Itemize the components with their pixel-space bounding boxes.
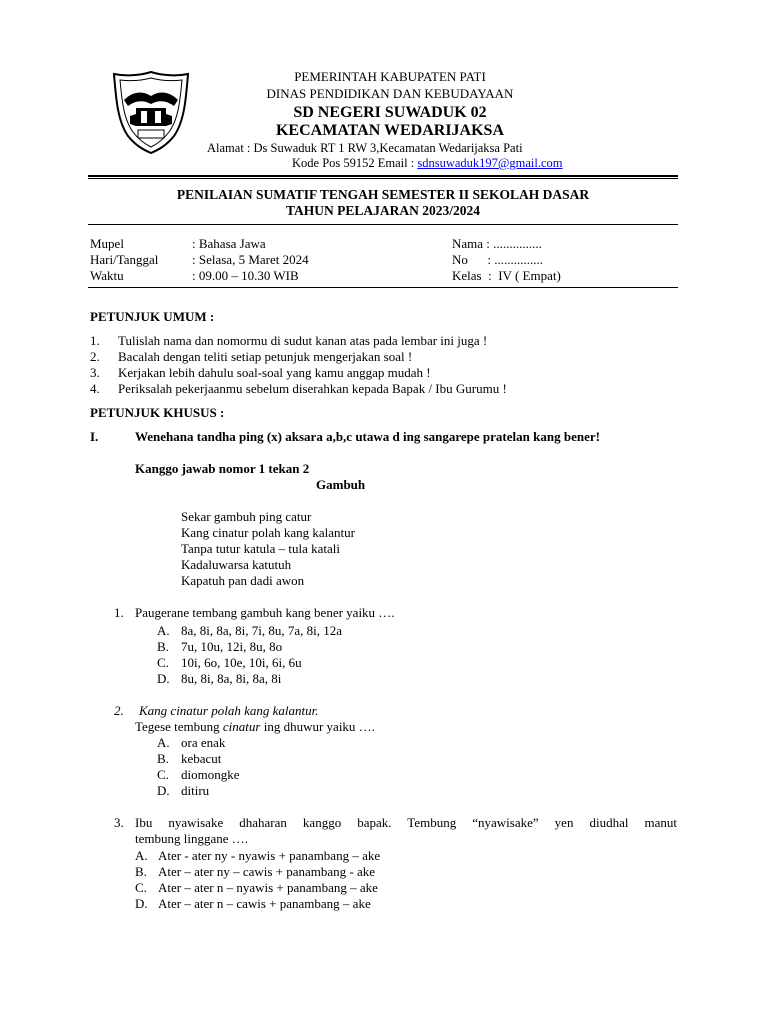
- q1-option-d-letter[interactable]: D.: [157, 671, 170, 686]
- q3-option-c-letter[interactable]: C.: [135, 880, 147, 895]
- regency-logo: [112, 70, 190, 154]
- q1-text: Paugerane tembang gambuh kang bener yaiku ….: [135, 605, 395, 620]
- general-item-2: Bacalah dengan teliti setiap petunjuk mengerjakan soal !: [118, 349, 413, 364]
- q3-option-c-text[interactable]: Ater – ater n – nyawis + panambang – ake: [158, 880, 378, 895]
- poem-line-4: Kadaluwarsa katutuh: [181, 557, 292, 572]
- q2-option-a-letter[interactable]: A.: [157, 735, 170, 750]
- hari-value: : Selasa, 5 Maret 2024: [192, 252, 309, 267]
- general-num-2: 2.: [90, 349, 100, 364]
- q2-option-a-text[interactable]: ora enak: [181, 735, 226, 750]
- q3-text-line-1: Ibu nyawisake dhaharan kanggo bapak. Tembung “nyawisake” yen diudhal manut: [135, 815, 677, 830]
- postal-code: Kode Pos 59152 Email :: [292, 156, 418, 170]
- q3-option-d-letter[interactable]: D.: [135, 896, 148, 911]
- q2-number: 2.: [114, 703, 124, 718]
- general-num-4: 4.: [90, 381, 100, 396]
- q3-option-a-letter[interactable]: A.: [135, 848, 148, 863]
- q1-option-a-text[interactable]: 8a, 8i, 8a, 8i, 7i, 8u, 7a, 8i, 12a: [181, 623, 343, 638]
- email-link[interactable]: sdnsuwaduk197@gmail.com: [417, 156, 563, 170]
- exam-title: PENILAIAN SUMATIF TENGAH SEMESTER II SEKOLAH DASAR: [176, 187, 590, 202]
- nama-field: Nama : ...............: [452, 236, 542, 251]
- school-name: SD NEGERI SUWADUK 02: [293, 104, 487, 121]
- special-heading: PETUNJUK KHUSUS :: [90, 405, 225, 420]
- q1-option-c-letter[interactable]: C.: [157, 655, 169, 670]
- q2-text-a: Tegese tembung: [135, 719, 223, 734]
- mupel-value: : Bahasa Jawa: [192, 236, 266, 251]
- q2-option-c-letter[interactable]: C.: [157, 767, 169, 782]
- q2-text-word: cinatur: [222, 719, 261, 734]
- header-divider-thick: [88, 175, 678, 177]
- q3-number: 3.: [114, 815, 124, 830]
- header-line-2: DINAS PENDIDIKAN DAN KEBUDAYAAN: [266, 86, 514, 101]
- section-instruction: Wenehana tandha ping (x) aksara a,b,c utawa d ing sangarepe pratelan kang bener!: [135, 429, 600, 444]
- poem-line-1: Sekar gambuh ping catur: [181, 509, 312, 524]
- district-name: KECAMATAN WEDARIJAKSA: [275, 122, 504, 139]
- q1-option-b-letter[interactable]: B.: [157, 639, 169, 654]
- q2-option-c-text[interactable]: diomongke: [181, 767, 240, 782]
- title-divider: [88, 224, 678, 225]
- q3-option-a-text[interactable]: Ater - ater ny - nyawis + panambang – ake: [158, 848, 381, 863]
- q2-text: [135, 719, 375, 735]
- general-num-1: 1.: [90, 333, 100, 348]
- header-line-1: PEMERINTAH KABUPATEN PATI: [294, 69, 486, 84]
- no-field: No : ...............: [452, 252, 543, 267]
- q2-option-b-letter[interactable]: B.: [157, 751, 169, 766]
- school-address: Alamat : Ds Suwaduk RT 1 RW 3,Kecamatan Wedarijaksa Pati: [207, 141, 523, 155]
- q2-quote: Kang cinatur polah kang kalantur.: [139, 703, 319, 718]
- general-num-3: 3.: [90, 365, 100, 380]
- poem-line-2: Kang cinatur polah kang kalantur: [181, 525, 355, 540]
- poem-note: Kanggo jawab nomor 1 tekan 2: [135, 461, 310, 476]
- poem-line-3: Tanpa tutur katula – tula katali: [181, 541, 341, 556]
- q3-option-b-text[interactable]: Ater – ater ny – cawis + panambang - ake: [158, 864, 376, 879]
- general-item-1: Tulislah nama dan nomormu di sudut kanan atas pada lembar ini juga !: [118, 333, 488, 348]
- general-heading: PETUNJUK UMUM :: [90, 309, 215, 324]
- kelas-field: Kelas : IV ( Empat): [452, 268, 561, 283]
- q3-text-line-2: tembung linggane ….: [135, 831, 249, 846]
- hari-label: Hari/Tanggal: [90, 252, 159, 267]
- q3-option-b-letter[interactable]: B.: [135, 864, 147, 879]
- waktu-label: Waktu: [90, 268, 124, 283]
- general-item-4: Periksalah pekerjaanmu sebelum diserahkan kepada Bapak / Ibu Gurumu !: [118, 381, 507, 396]
- section-number: I.: [90, 429, 99, 444]
- q1-option-a-letter[interactable]: A.: [157, 623, 170, 638]
- poem-title: Gambuh: [316, 477, 366, 492]
- header-divider-thin: [88, 178, 678, 179]
- q2-option-d-letter[interactable]: D.: [157, 783, 170, 798]
- general-item-3: Kerjakan lebih dahulu soal-soal yang kamu anggap mudah !: [118, 365, 431, 380]
- exam-year: TAHUN PELAJARAN 2023/2024: [285, 203, 480, 218]
- poem-line-5: Kapatuh pan dadi awon: [181, 573, 305, 588]
- waktu-value: : 09.00 – 10.30 WIB: [192, 268, 299, 283]
- q1-option-d-text[interactable]: 8u, 8i, 8a, 8i, 8a, 8i: [181, 671, 282, 686]
- q1-number: 1.: [114, 605, 124, 620]
- q1-option-c-text[interactable]: 10i, 6o, 10e, 10i, 6i, 6u: [181, 655, 302, 670]
- q3-option-d-text[interactable]: Ater – ater n – cawis + panambang – ake: [158, 896, 371, 911]
- q2-option-d-text[interactable]: ditiru: [181, 783, 210, 798]
- info-divider: [88, 287, 678, 288]
- contact-line: [292, 156, 563, 171]
- q2-option-b-text[interactable]: kebacut: [181, 751, 222, 766]
- q2-text-b: ing dhuwur yaiku ….: [260, 719, 375, 734]
- q1-option-b-text[interactable]: 7u, 10u, 12i, 8u, 8o: [181, 639, 283, 654]
- mupel-label: Mupel: [90, 236, 124, 251]
